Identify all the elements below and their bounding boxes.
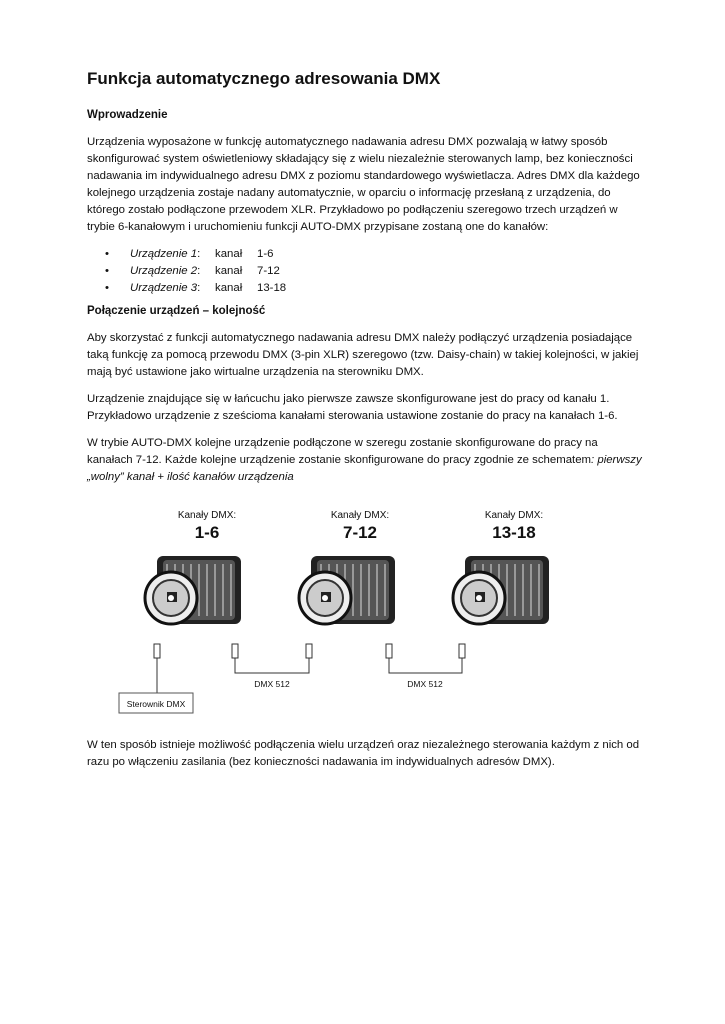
svg-text:Kanały DMX:: Kanały DMX: bbox=[484, 510, 544, 521]
channel-range-3: 13-18 bbox=[492, 523, 536, 542]
svg-text:Kanały DMX:: Kanały DMX: bbox=[177, 510, 237, 521]
device-label-3 bbox=[485, 510, 543, 542]
closing-paragraph: W ten sposób istnieje możliwość podłączenia wielu urządzeń oraz niezależnego sterowania każdym z nich od razu po włączeniu zasilania (bez konieczności nadawania im indywidualnych adresów DMX). bbox=[87, 739, 640, 768]
channel-label: kanał bbox=[215, 282, 243, 294]
channel-range-1: 1-6 bbox=[194, 523, 220, 542]
channel-label: kanał bbox=[215, 265, 243, 277]
list-item bbox=[87, 263, 642, 280]
controller-label: Sterownik DMX bbox=[126, 699, 186, 709]
channel-range: 1-6 bbox=[257, 248, 274, 260]
light-fixture-icon bbox=[145, 556, 241, 624]
channel-range: 13-18 bbox=[257, 282, 287, 294]
device-label-2 bbox=[331, 510, 389, 542]
connection-paragraph-2: Urządzenie znajdujące się w łańcuchu jako pierwsze zawsze skonfigurowane jest do pracy od kanału 1. Przykładowo urządzenie z sześcioma kanałami sterowania ustawione zostanie do pracy na kanałach 1-6. bbox=[87, 393, 618, 422]
xlr-connector-icon bbox=[459, 644, 465, 664]
device-label-1 bbox=[178, 510, 236, 542]
section-heading-connection: Połączenie urządzeń – kolejność bbox=[87, 305, 266, 317]
xlr-connector-icon bbox=[386, 644, 392, 664]
device-name: Urządzenie 3: bbox=[130, 282, 201, 294]
daisy-chain-diagram bbox=[117, 496, 605, 726]
bullet-icon: • bbox=[105, 265, 109, 277]
svg-text:Kanały DMX:: Kanały DMX: bbox=[330, 510, 390, 521]
channel-list bbox=[87, 246, 642, 297]
list-item bbox=[87, 246, 642, 263]
light-fixture-icon bbox=[453, 556, 549, 624]
xlr-connector-icon bbox=[306, 644, 312, 664]
channel-label: kanał bbox=[215, 248, 243, 260]
bullet-icon: • bbox=[105, 282, 109, 294]
connection-paragraph-1: Aby skorzystać z funkcji automatycznego nadawania adresu DMX należy podłączyć urządzenia posiadające taką funkcję za pomocą przewodu DMX (3-pin XLR) szeregowo (tzw. Daisy-chain) w takiej kolejności, w jakiej mają być ustawione jako wirtualne urządzenia na sterowniku DMX. bbox=[87, 332, 639, 378]
cable-label: DMX 512 bbox=[254, 679, 290, 689]
intro-paragraph: Urządzenia wyposażone w funkcję automatycznego nadawania adresu DMX pozwalają w łatwy sposób skonfigurować system oświetleniowy składający się z wielu niezależnie sterowanych lamp, bez konieczności nadawania im indywidualnego adresu DMX z poziomu standardowego wyświetlacza. Adres DMX dla każdego kolejnego urządzenia zostaje nadany automatycznie, w oparciu o informację przesłaną z urządzenia, do którego zostało podłączone przewodem XLR. Przykładowo po podłączeniu szeregowo trzech urządzeń w trybie 6-kanałowym i uruchomieniu funkcji AUTO-DMX przypisane zostaną one do kanałów: bbox=[87, 136, 640, 233]
light-fixture-icon bbox=[299, 556, 395, 624]
section-heading-intro: Wprowadzenie bbox=[87, 109, 168, 121]
document-page bbox=[87, 68, 642, 726]
device-name: Urządzenie 2: bbox=[130, 265, 201, 277]
list-item bbox=[87, 280, 642, 297]
xlr-connector-icon bbox=[232, 644, 238, 664]
page-title: Funkcja automatycznego adresowania DMX bbox=[87, 69, 441, 88]
device-name: Urządzenie 1: bbox=[130, 248, 201, 260]
connection-paragraph-3: W trybie AUTO-DMX kolejne urządzenie podłączone w szeregu zostanie skonfigurowane do pracy na kanałach 7-12. Każde kolejne urządzenie zostanie skonfigurowane do pracy zgodnie ze schematem: pierwszy „wolny” kanał + ilość kanałów urządzenia bbox=[87, 437, 642, 483]
channel-range: 7-12 bbox=[257, 265, 280, 277]
cable-label: DMX 512 bbox=[407, 679, 443, 689]
xlr-connector-icon bbox=[154, 644, 160, 664]
channel-range-2: 7-12 bbox=[342, 523, 378, 542]
bullet-icon: • bbox=[105, 248, 109, 260]
